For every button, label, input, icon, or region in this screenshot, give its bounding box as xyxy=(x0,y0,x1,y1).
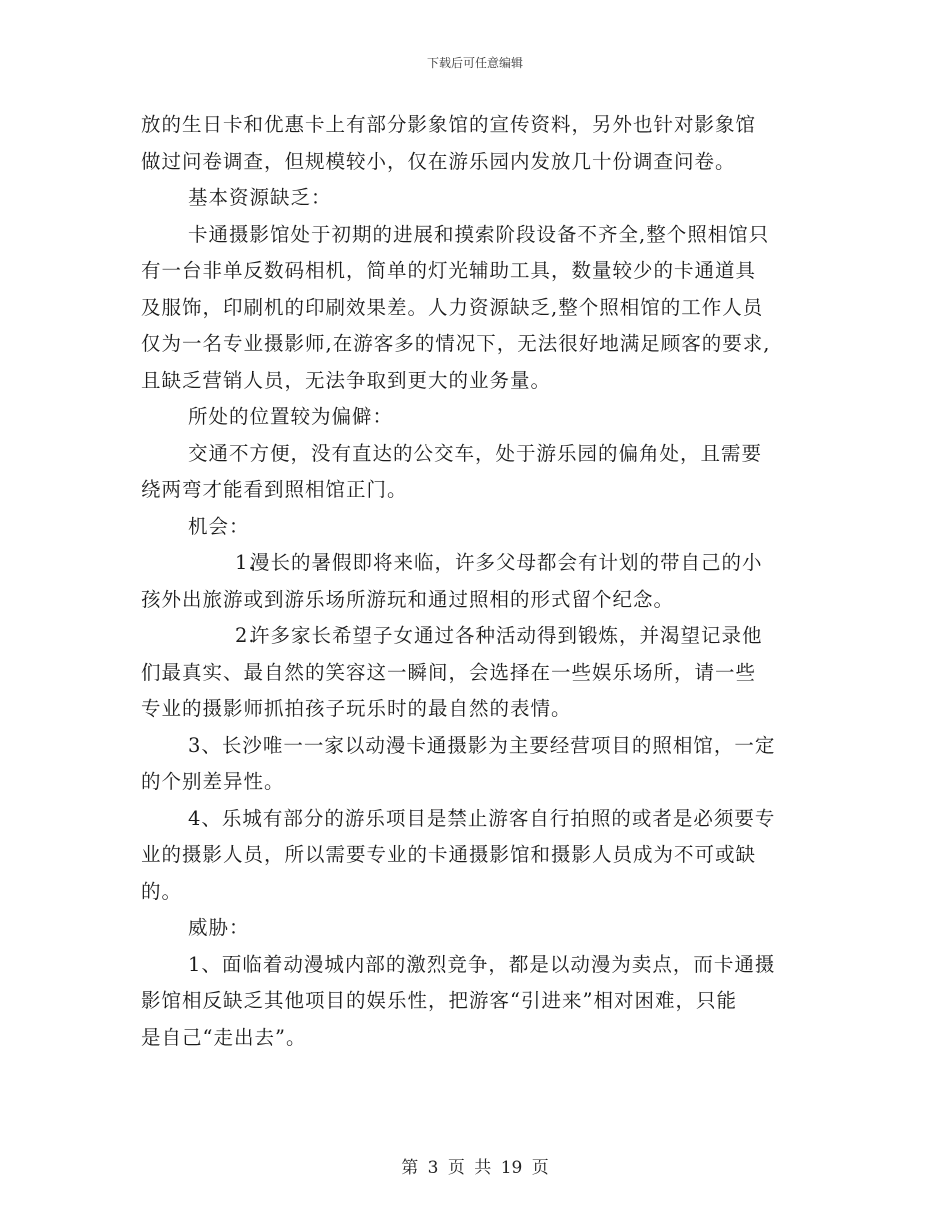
text-line: 的。 xyxy=(141,879,183,903)
page-header: 下载后可任意编辑 xyxy=(426,56,523,70)
item-text: 许多家长希望子女通过各种活动得到锻炼，并渴望记录他 xyxy=(250,624,763,647)
text-line: 机会： xyxy=(188,514,250,538)
text-line: 交通不方便，没有直达的公交车，处于游乐园的偏角处，且需要 xyxy=(188,441,763,465)
text-line: 业的摄影人员，所以需要专业的卡通摄影馆和摄影人员成为不可或缺 xyxy=(141,843,757,866)
section-heading xyxy=(141,509,813,546)
text-line: 放的生日卡和优惠卡上有部分影象馆的宣传资料，另外也针对影象馆 xyxy=(141,113,757,136)
text-line: 孩外出旅游或到游乐场所游玩和通过照相的形式留个纪念。 xyxy=(141,587,675,611)
section-heading xyxy=(141,399,813,436)
paragraph xyxy=(141,436,813,509)
paragraph xyxy=(141,947,813,1057)
text-line: 且缺乏营销人员，无法争取到更大的业务量。 xyxy=(141,368,552,392)
text-line: 做过问卷调查，但规模较小，仅在游乐园内发放几十份调查问卷。 xyxy=(141,149,736,173)
numbered-item xyxy=(141,545,813,618)
item-number: 1. xyxy=(235,551,256,574)
text-line: 仅为一名专业摄影师,在游客多的情况下，无法很好地满足顾客的要求, xyxy=(141,332,771,355)
section-heading xyxy=(141,910,813,947)
paragraph xyxy=(141,107,813,180)
text-line: 绕两弯才能看到照相馆正门。 xyxy=(141,478,408,501)
text-line: 3、长沙唯一一家以动漫卡通摄影为主要经营项目的照相馆，一定 xyxy=(188,733,776,757)
numbered-item xyxy=(141,618,813,728)
text-line: 的个别差异性。 xyxy=(141,770,285,793)
text-line: 有一台非单反数码相机，简单的灯光辅助工具，数量较少的卡通道具 xyxy=(141,259,757,282)
text-line: 影馆相反缺乏其他项目的娱乐性，把游客“引进来”相对困难，只能 xyxy=(141,989,737,1012)
item-text: 漫长的暑假即将来临，许多父母都会有计划的带自己的小 xyxy=(250,551,763,574)
text-line xyxy=(141,618,813,655)
text-line: 是自己“走出去”。 xyxy=(141,1025,307,1049)
page-footer: 第 3 页 共 19 页 xyxy=(401,1158,549,1178)
text-line xyxy=(141,545,813,582)
section-heading xyxy=(141,180,813,217)
text-line: 卡通摄影馆处于初期的进展和摸索阶段设备不齐全,整个照相馆只 xyxy=(188,222,770,246)
text-line: 专业的摄影师抓拍孩子玩乐时的最自然的表情。 xyxy=(141,697,572,720)
text-line: 们最真实、最自然的笑容这一瞬间，会选择在一些娱乐场所，请一些 xyxy=(141,660,757,684)
paragraph xyxy=(141,801,813,911)
document-body xyxy=(141,107,813,1056)
text-line: 基本资源缺乏： xyxy=(188,186,332,209)
paragraph xyxy=(141,728,813,801)
item-number: 2. xyxy=(235,624,256,647)
text-line: 4、乐城有部分的游乐项目是禁止游客自行拍照的或者是必须要专 xyxy=(188,806,776,830)
text-line: 所处的位置较为偏僻： xyxy=(188,405,394,428)
text-line: 1、面临着动漫城内部的激烈竞争，都是以动漫为卖点，而卡通摄 xyxy=(188,952,776,976)
text-line: 威胁： xyxy=(188,916,250,939)
text-line: 及服饰，印刷机的印刷效果差。人力资源缺乏,整个照相馆的工作人员 xyxy=(141,295,764,319)
paragraph xyxy=(141,217,813,400)
